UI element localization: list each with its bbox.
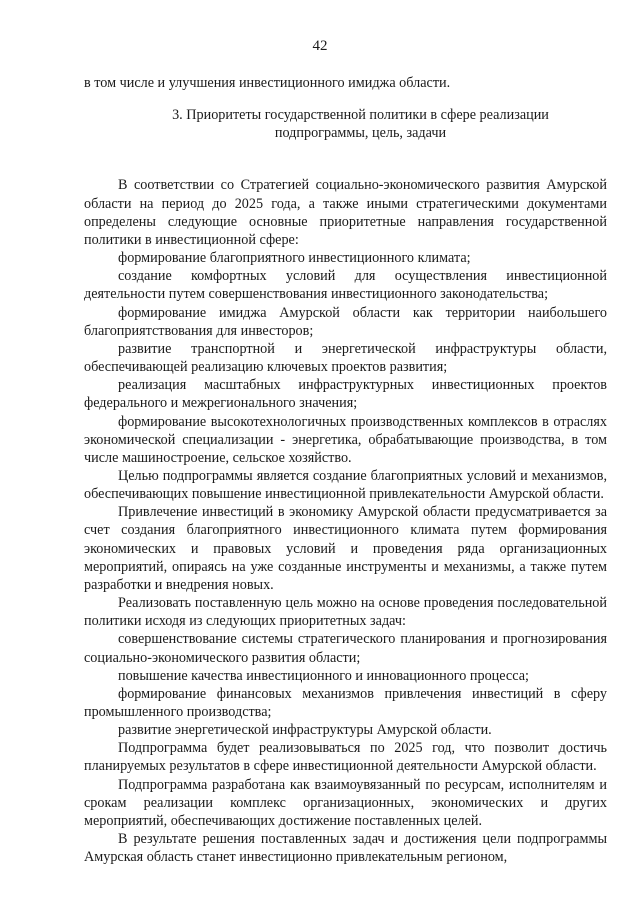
list-item-priority: формирование имиджа Амурской области как территории наибольшего благоприятствования для инвесторов; [84,304,607,339]
page-number: 42 [312,38,328,54]
paragraph-investment: Привлечение инвестиций в экономику Амурской области предусматривается за счет создания благоприятного инвестиционного климата путем формирования экономических и правовых условий и проведения ряда организационных мероприятий, опираясь на уже созданные инструменты и механизмы, а также путем разработки и внедрения новых. [84,504,607,593]
paragraph-complex: Подпрограмма разработана как взаимоувязанный по ресурсам, исполнителям и срокам реализации комплекс организационных, экономических и других мероприятий, обеспечивающих достижение поставленных целей. [84,776,607,829]
list-item-priority: формирование благоприятного инвестиционного климата; [118,250,471,267]
list-item-task: совершенствование системы стратегического планирования и прогнозирования социально-экономического развития области; [84,631,607,666]
section-heading: 3. Приоритеты государственной политики в сфере реализации подпрограммы, цель, задачи [172,107,549,142]
paragraph-result: В результате решения поставленных задач и достижения цели подпрограммы Амурская область станет инвестиционно привлекательным регионом, [84,831,607,866]
list-item-priority: развитие транспортной и энергетической инфраструктуры области, обеспечивающей реализацию ключевых проектов развития; [84,340,607,376]
paragraph-continuation: в том числе и улучшения инвестиционного имиджа области. [84,75,451,91]
list-item-task: развитие энергетической инфраструктуры Амурской области. [118,722,492,739]
list-item-priority: формирование высокотехнологичных производственных комплексов в отраслях экономической специализации - энергетика, обрабатывающие производства, в том числе машиностроение, сельское хозяйство. [84,413,607,466]
paragraph-goal: Целью подпрограммы является создание благоприятных условий и механизмов, обеспечивающих повышение инвестиционной привлекательности Амурской области. [84,467,607,503]
list-item-priority: создание комфортных условий для осуществления инвестиционной деятельности путем совершенствования инвестиционного законодательства; [84,268,607,303]
paragraph-timeline: Подпрограмма будет реализовываться по 2025 год, что позволит достичь планируемых результатов в сфере инвестиционной деятельности Амурской области. [84,740,607,775]
list-item-priority: реализация масштабных инфраструктурных инвестиционных проектов федерального и межрегионального значения; [84,377,607,412]
document-body [84,74,607,866]
paragraph-tasks-intro: Реализовать поставленную цель можно на основе проведения последовательной политики исходя из следующих приоритетных задач: [84,595,607,630]
paragraph-strategy-intro: В соответствии со Стратегией социально-экономического развития Амурской области на период до 2025 года, а также иными стратегическими документами определены следующие основные приоритетные направления государственной политики в инвестиционной сфере: [84,177,607,248]
list-item-task: формирование финансовых механизмов привлечения инвестиций в сферу промышленного производства; [84,685,607,720]
list-item-task: повышение качества инвестиционного и инновационного процесса; [118,667,529,684]
